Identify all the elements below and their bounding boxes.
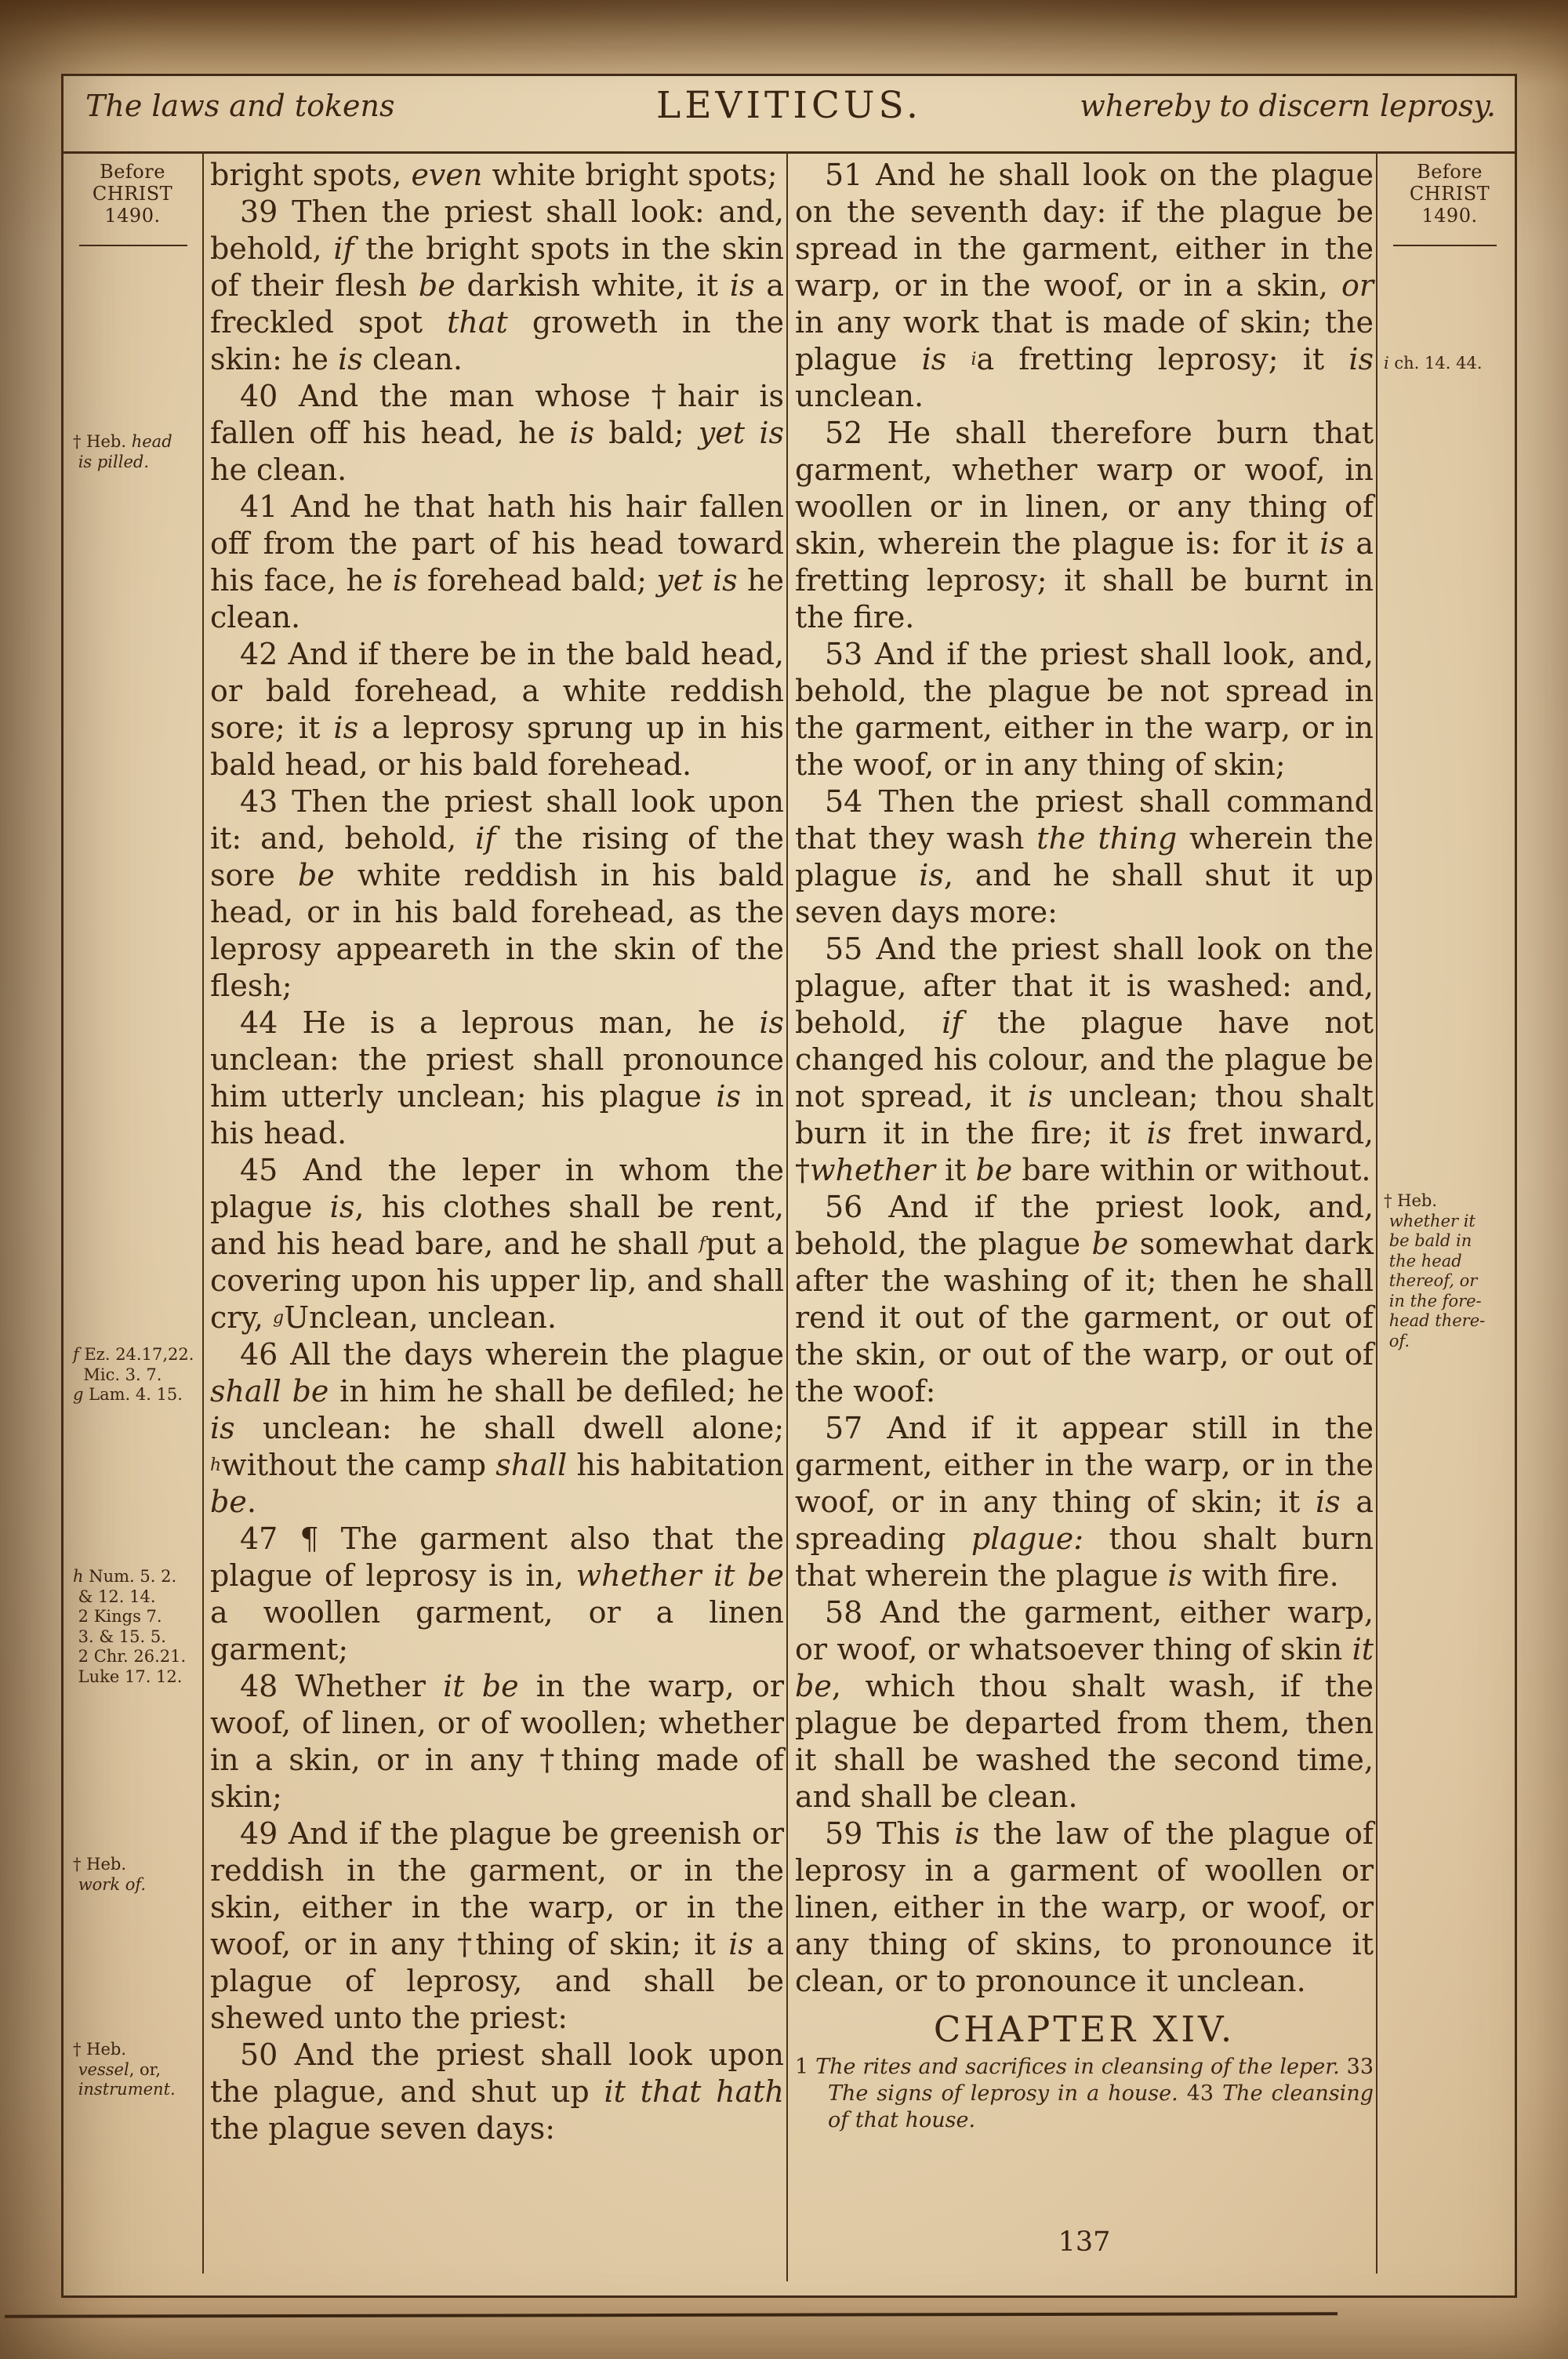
- chapter-summary: 1 The rites and sacrifices in cleansing of the leper. 33 The signs of leprosy in a house. 43 The cleansing of that house.: [795, 2055, 1374, 2132]
- text-column-left: [210, 157, 784, 2147]
- before-christ-rule-left: [79, 245, 187, 246]
- header-rule: [61, 151, 1517, 154]
- verse-paragraph: 49 And if the plague be greenish or reddish in the garment, or in the skin, either in the warp, or in the woof, or in any †thing of skin; it is a plague of leprosy, and shall be shewed unto the priest:: [210, 1816, 785, 2035]
- verse-paragraph: 47 ¶ The garment also that the plague of leprosy is in, whether it be a woollen garment, or a linen garment;: [210, 1521, 784, 1667]
- margin-note: † Heb. whether it be bald in the head thereof, or in the fore- head there- of.: [1384, 1191, 1486, 1350]
- verse-paragraph: 58 And the garment, either warp, or woof, or whatsoever thing of skin it be, which thou shalt wash, if the plague be departed from them, then it shall be washed the second time, and shall be clean.: [795, 1595, 1374, 1814]
- verse-paragraph: 40 And the man whose †hair is fallen off his head, he is bald; yet is he clean.: [210, 379, 785, 487]
- verse-paragraph: 57 And if it appear still in the garment, either in the warp, or in the woof, or in any thing of skin; it is a spreading plague: thou shalt burn that wherein the plague is with fire.: [795, 1411, 1374, 1593]
- margin-note: † Heb. work of.: [73, 1855, 147, 1894]
- verse-paragraph: 52 He shall therefore burn that garment, whether warp or woof, in woollen or in linen, or any thing of skin, wherein the plague is: for it is a fretting leprosy; it shall be burnt in the fire.: [795, 416, 1374, 634]
- verse-paragraph: 43 Then the priest shall look upon it: and, behold, if the rising of the sore be white reddish in his bald head, or in his bald forehead, as the leprosy appeareth in the skin of the flesh;: [210, 784, 784, 1003]
- chapter-heading: CHAPTER XIV.: [933, 2008, 1236, 2050]
- before-christ-date-right: Before CHRIST 1490.: [1409, 161, 1490, 227]
- verse-paragraph: 46 All the days wherein the plague shall be in him he shall be defiled; he is unclean: he shall dwell alone; $^h$without the camp shall his habitation be.: [210, 1337, 784, 1519]
- verse-paragraph: 59 This is the law of the plague of leprosy in a garment of woollen or linen, either in the warp, or woof, or any thing of skins, to pronounce it clean, or to pronounce it unclean.: [795, 1816, 1374, 1998]
- verse-paragraph: 54 Then the priest shall command that they wash the thing wherein the plague is, and he shall shut it up seven days more:: [795, 784, 1374, 929]
- running-head-right: whereby to discern leprosy.: [1080, 89, 1496, 123]
- margin-note: i ch. 14. 44.: [1384, 354, 1483, 373]
- margin-note: h Num. 5. 2. & 12. 14. 2 Kings 7. 3. & 15. 5. 2 Chr. 26.21. Luke 17. 12.: [73, 1567, 187, 1686]
- text-column-right: [795, 157, 1374, 2134]
- verse-paragraph: 39 Then the priest shall look: and, behold, if the bright spots in the skin of their flesh be darkish white, it is a freckled spot that groweth in the skin: he is clean.: [210, 194, 785, 376]
- before-christ-date-left: Before CHRIST 1490.: [92, 161, 173, 227]
- margin-note: † Heb. vessel, or, instrument.: [73, 2040, 176, 2099]
- page-number: 137: [1058, 2226, 1111, 2258]
- page-frame: [61, 74, 1517, 2298]
- before-christ-rule-right: [1393, 245, 1497, 246]
- verse-continuation: bright spots, even white bright spots;: [210, 158, 778, 192]
- column-divider-right: [1376, 151, 1377, 2274]
- margin-note: † Heb. head is pilled.: [73, 432, 172, 471]
- verse-paragraph: 41 And he that hath his hair fallen off from the part of his head toward his face, he is forehead bald; yet is he clean.: [210, 489, 784, 634]
- verse-paragraph: 51 And he shall look on the plague on the seventh day: if the plague be spread in the garment, either in the warp, or in the woof, or in a skin, or in any work that is made of skin; the plague is $^i$a fretting leprosy; it is unclean.: [795, 158, 1374, 413]
- margin-note: f Ez. 24.17,22. Mic. 3. 7. g Lam. 4. 15.: [73, 1345, 194, 1404]
- verse-paragraph: 50 And the priest shall look upon the plague, and shut up it that hath the plague seven days:: [210, 2037, 785, 2146]
- running-head-left: The laws and tokens: [85, 89, 395, 123]
- running-head-title: LEVITICUS.: [656, 84, 922, 127]
- bottom-rule: [5, 2312, 1338, 2318]
- verse-paragraph: 53 And if the priest shall look, and, behold, the plague be not spread in the garment, either in the warp, or in the woof, or in any thing of skin;: [795, 637, 1374, 782]
- verse-paragraph: 42 And if there be in the bald head, or bald forehead, a white reddish sore; it is a leprosy sprung up in his bald head, or his bald forehead.: [210, 637, 784, 782]
- verse-paragraph: 56 And if the priest look, and, behold, the plague be somewhat dark after the washing of it; then he shall rend it out of the garment, or out of the skin, or out of the warp, or out of the woof:: [795, 1190, 1374, 1408]
- verse-paragraph: 44 He is a leprous man, he is unclean: the priest shall pronounce him utterly unclean; his plague is in his head.: [210, 1005, 784, 1150]
- column-divider-center: [786, 151, 788, 2281]
- verse-paragraph: 45 And the leper in whom the plague is, his clothes shall be rent, and his head bare, and he shall $^f$put a covering upon his upper lip, and shall cry, $^g$Unclean, unclean.: [210, 1153, 784, 1335]
- column-divider-left: [202, 151, 204, 2274]
- verse-paragraph: 48 Whether it be in the warp, or woof, of linen, or of woollen; whether in a skin, or in any †thing made of skin;: [210, 1669, 784, 1814]
- verse-paragraph: 55 And the priest shall look on the plague, after that it is washed: and, behold, if the plague have not changed his colour, and the plague be not spread, it is unclean; thou shalt burn it in the fire; it is fret inward, †whether it be bare within or without.: [795, 932, 1374, 1187]
